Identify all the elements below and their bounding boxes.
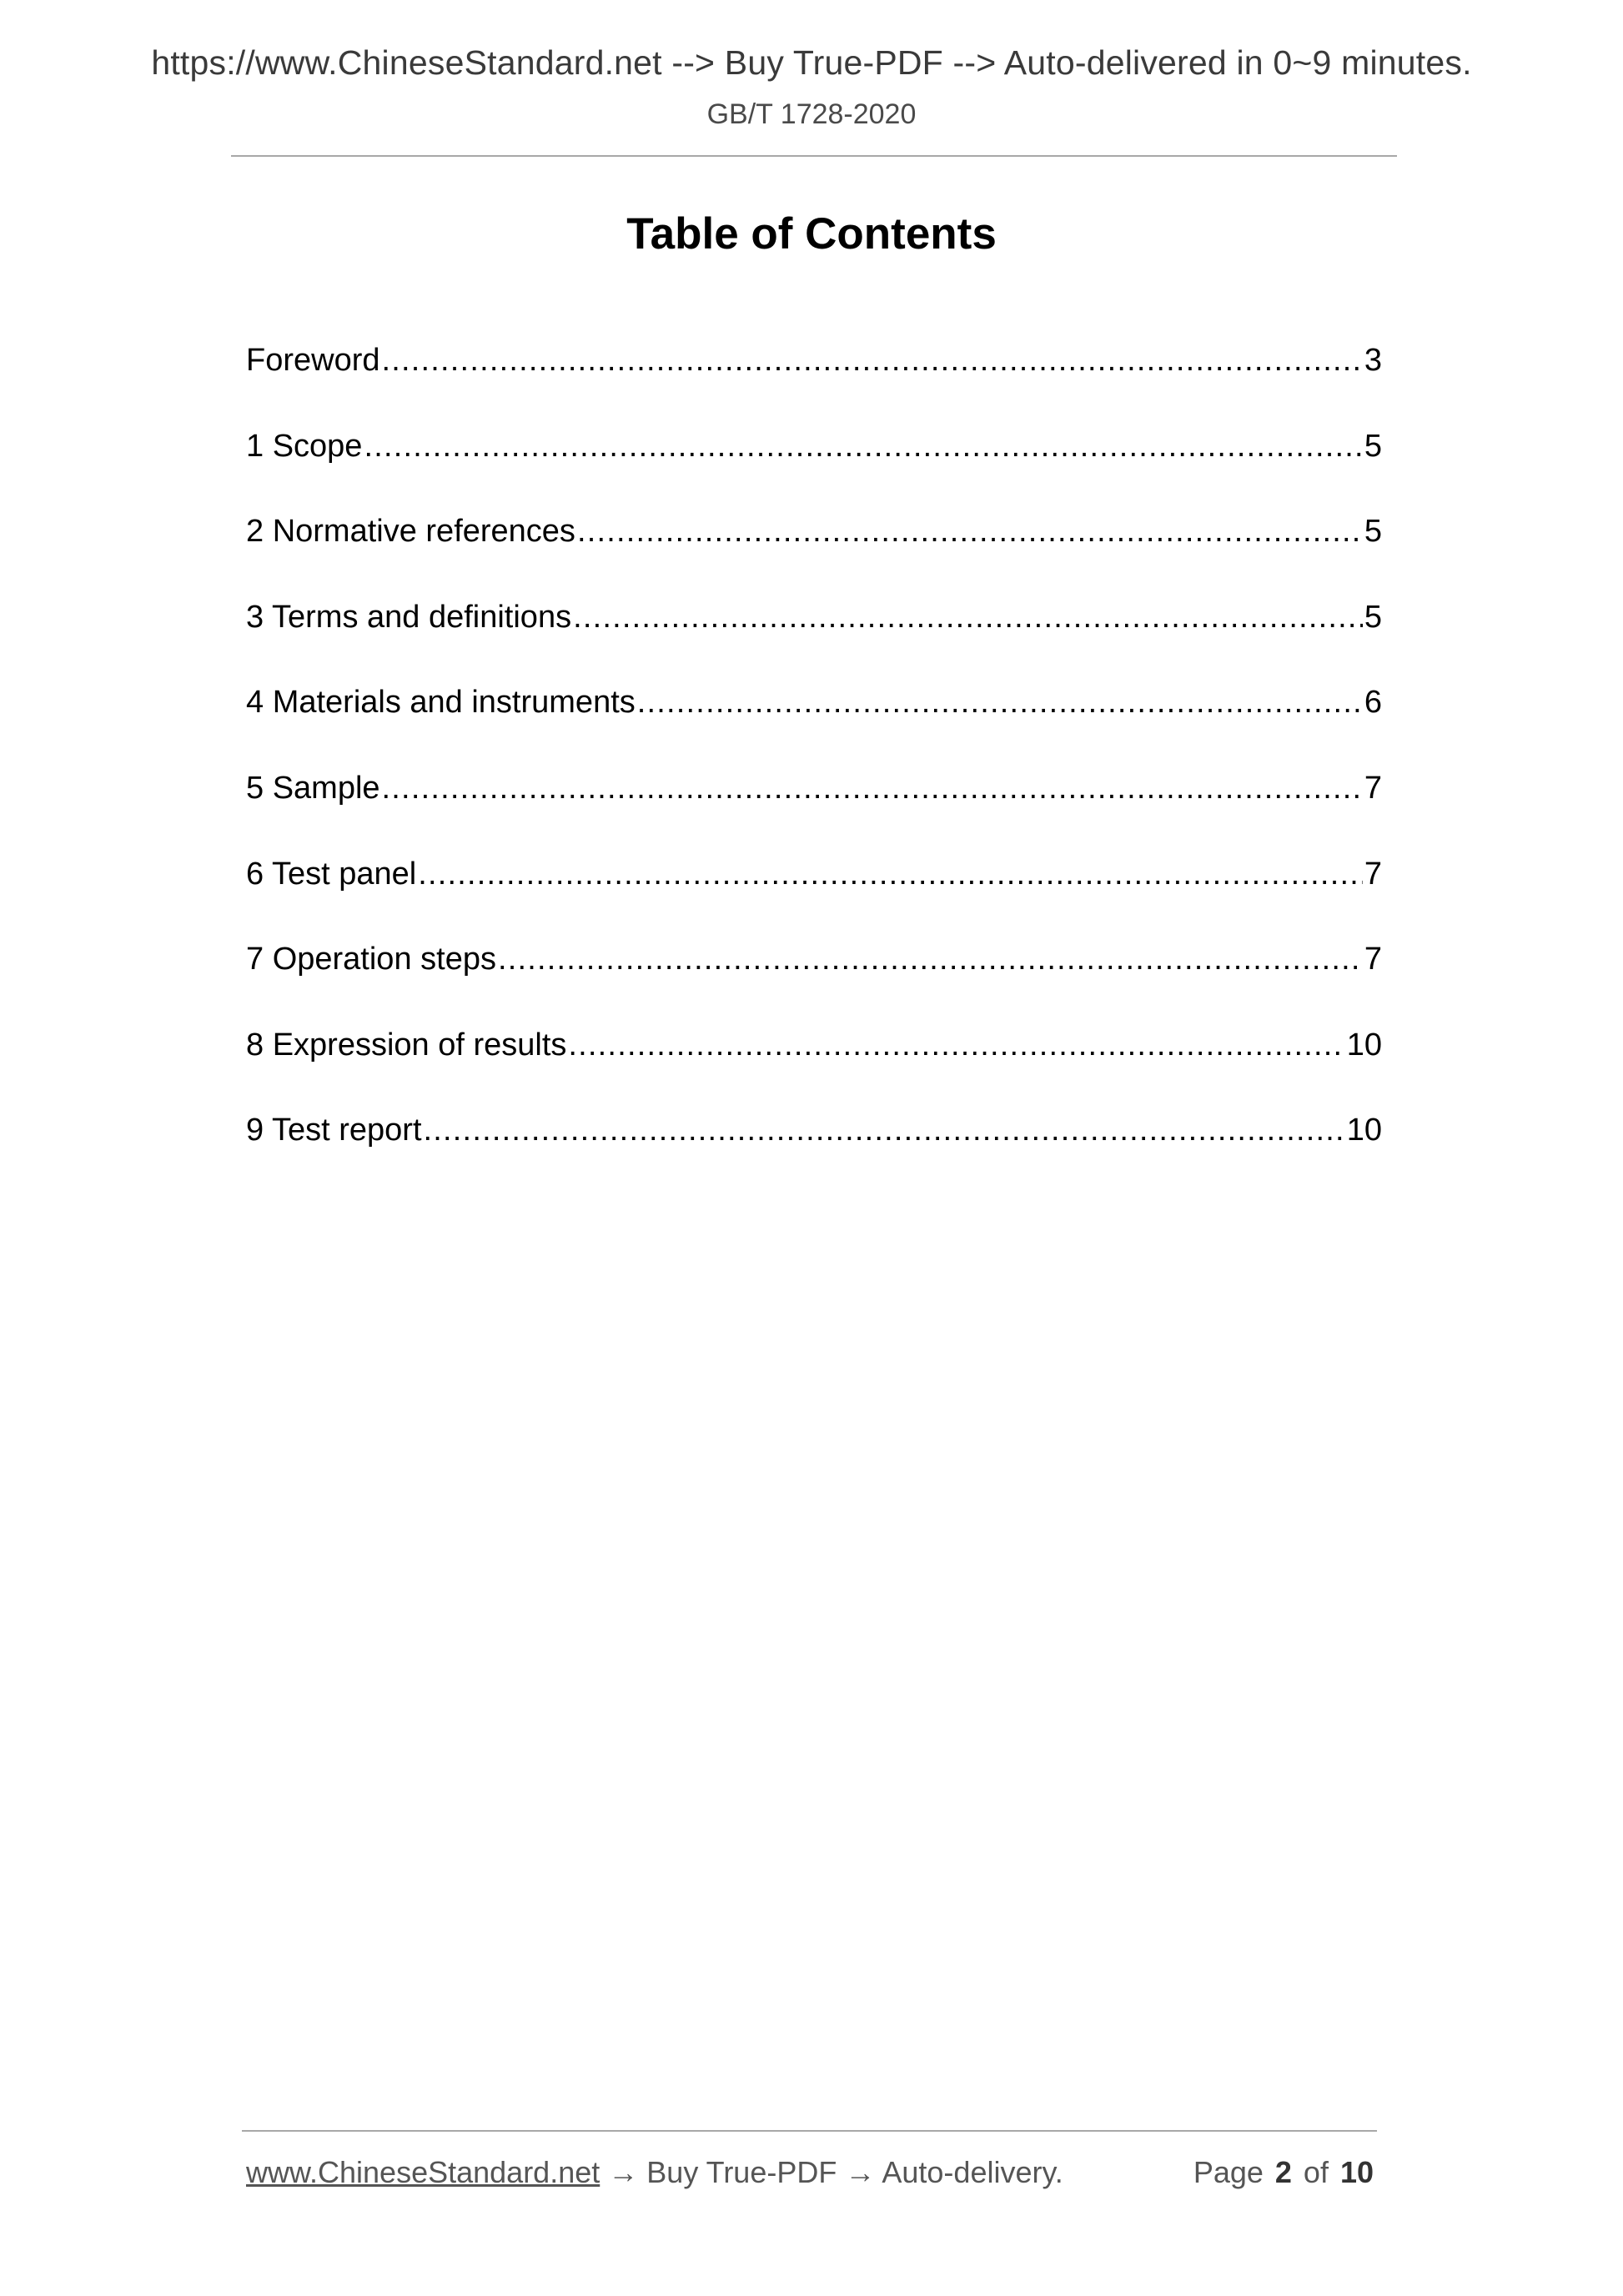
toc-entry-page: 6 [1364,685,1382,721]
toc-entry-page: 5 [1364,428,1382,464]
toc-dot-leader [382,341,1363,379]
toc-entry-label: 4 Materials and instruments [246,685,636,721]
page-number [1193,2155,1374,2190]
toc-list [246,341,1382,1197]
toc-dot-leader [418,855,1363,893]
header-divider [231,155,1397,157]
toc-dot-leader [637,683,1363,721]
toc-dot-leader [382,769,1363,807]
toc-dot-leader [577,512,1363,550]
toc-entry-expression-of-results[interactable] [246,1026,1382,1112]
toc-dot-leader [424,1111,1345,1149]
toc-entry-label: 6 Test panel [246,856,417,892]
toc-entry-page: 3 [1364,343,1382,378]
document-code: GB/T 1728-2020 [706,98,917,130]
toc-entry-page: 5 [1364,599,1382,635]
toc-entry-page: 7 [1364,942,1382,977]
footer-site-link[interactable]: www.ChineseStandard.net [246,2155,600,2189]
toc-entry-scope[interactable] [246,427,1382,513]
arrow-right-icon: → [845,2155,876,2189]
toc-entry-label: 9 Test report [246,1113,422,1148]
toc-entry-label: 3 Terms and definitions [246,599,572,635]
toc-entry-label: 5 Sample [246,770,380,806]
toc-entry-label: Foreword [246,343,380,378]
toc-entry-test-panel[interactable] [246,855,1382,941]
toc-entry-foreword[interactable] [246,341,1382,427]
toc-entry-label: 2 Normative references [246,514,575,550]
toc-entry-page: 7 [1364,856,1382,892]
toc-dot-leader [364,427,1362,465]
toc-dot-leader [573,598,1363,636]
toc-entry-label: 8 Expression of results [246,1027,567,1063]
toc-entry-terms-and-definitions[interactable] [246,598,1382,684]
page-current: 2 [1274,2155,1292,2189]
toc-entry-page: 10 [1346,1027,1382,1063]
footer-promo [246,2155,1063,2190]
page-total: 10 [1339,2155,1374,2189]
toc-entry-operation-steps[interactable] [246,940,1382,1026]
toc-entry-label: 1 Scope [246,428,363,464]
toc-entry-normative-references[interactable] [246,512,1382,598]
footer-buy-text: Buy True-PDF [646,2155,837,2189]
arrow-right-icon: → [608,2155,639,2189]
toc-title: Table of Contents [626,209,997,259]
page-label: Page [1193,2155,1264,2189]
toc-entry-test-report[interactable] [246,1111,1382,1197]
footer-divider [242,2130,1377,2132]
toc-entry-page: 5 [1364,514,1382,550]
footer-delivery-text: Auto-delivery. [882,2155,1063,2189]
toc-entry-page: 7 [1364,770,1382,806]
toc-entry-materials-and-instruments[interactable] [246,683,1382,769]
toc-entry-page: 10 [1346,1113,1382,1148]
page-of: of [1303,2155,1329,2189]
source-banner: https://www.ChineseStandard.net --> Buy True-PDF --> Auto-delivered in 0~9 minutes. [151,43,1472,82]
toc-entry-sample[interactable] [246,769,1382,855]
toc-dot-leader [568,1026,1344,1064]
toc-entry-label: 7 Operation steps [246,942,496,977]
toc-dot-leader [498,940,1363,978]
